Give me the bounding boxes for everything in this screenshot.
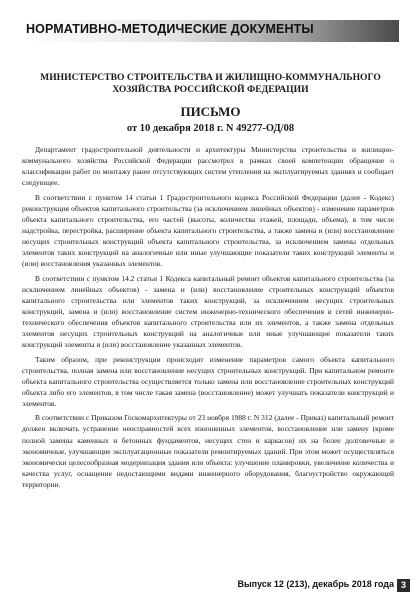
page-number: 3 bbox=[397, 579, 410, 592]
paragraph: Таким образом, при реконструкции происходит изменение параметров самого объекта капитального строительства, полная замена или восстановление несущих строительных конструкций. При капитальном ремонте объекта капитального строительства осуществляется только замена или восстановление строительных конструкций объекта либо его элементов, в том числе такая замена (восстановление) может улучшать показатели конструкций и элементов. bbox=[22, 354, 394, 408]
page-footer bbox=[237, 579, 410, 593]
section-header-title: НОРМАТИВНО-МЕТОДИЧЕСКИЕ ДОКУМЕНТЫ bbox=[26, 22, 314, 36]
letter-date: от 10 декабря 2018 г. N 49277-ОД/08 bbox=[126, 123, 295, 134]
paragraph: В соответствии с пунктом 14 статьи 1 Градостроительного кодекса Российской Федерации (далее - Кодекс) реконструкция объектов капитального строительства (за исключением линейных объектов) - изменение параметров объекта капитального строительства, его частей (высоты, количества этажей, площади, объема), в том числе надстройка, перестройка, расширение объекта капитального строительства, а также замена и (или) восстановление несущих строительных конструкций объекта капитального строительства, за исключением замены отдельных элементов таких конструкций на аналогичные или иные улучшающие показатели таких конструкций элементы и (или) восстановления указанных элементов. bbox=[22, 192, 394, 269]
paragraph: В соответствии с Приказом Госкомархитектуры от 23 ноября 1988 г. N 312 (далее - Приказ) капитальный ремонт должен включать устранение неисправностей всех изношенных элементов, восстановление или замену (кроме полной замены каменных и бетонных фундаментов, несущих стен и каркасов) их на более долговечные и экономичные, улучшающие эксплуатационные показатели ремонтируемых зданий. При этом может осуществляться экономически целесообразная модернизация здания или объекта: улучшение планировки, увеличение количества и качества услуг, оснащение недостающими видами инженерного оборудования, благоустройство окружающей территории. bbox=[22, 413, 394, 489]
section-header-bar bbox=[22, 20, 399, 42]
paragraph: Департамент градостроительной деятельности и архитектуры Министерства строительства и жилищно-коммунального хозяйства Российской Федерации рассмотрел в рамках своей компетенции обращение о классификации работ по монтажу ранее отсутствующих систем утепления на эксплуатируемых зданиях и сообщает следующее. bbox=[22, 145, 394, 188]
paragraph: В соответствии с пунктом 14.2 статьи 1 Кодекса капитальный ремонт объектов капитального строительства (за исключением линейных объектов) - замена и (или) восстановление строительных конструкций объектов капитального строительства или элементов таких конструкций, за исключением несущих строительных конструкций, замена и (или) восстановление систем инженерно-технического обеспечения и сетей инженерно-технического обеспечения объектов капитального строительства или их элементов, а также замена отдельных элементов несущих строительных конструкций на аналогичные или иные улучшающие показатели таких конструкций элементы и (или) восстановление указанных элементов. bbox=[22, 273, 394, 350]
issue-info: Выпуск 12 (213), декабрь 2018 года bbox=[237, 579, 394, 589]
ministry-name: МИНИСТЕРСТВО СТРОИТЕЛЬСТВА И ЖИЛИЩНО-КОММУНАЛЬНОГО ХОЗЯЙСТВА РОССИЙСКОЙ ФЕДЕРАЦИИ bbox=[40, 72, 381, 95]
letter-body bbox=[22, 144, 394, 493]
letter-title: ПИСЬМО bbox=[180, 104, 241, 119]
